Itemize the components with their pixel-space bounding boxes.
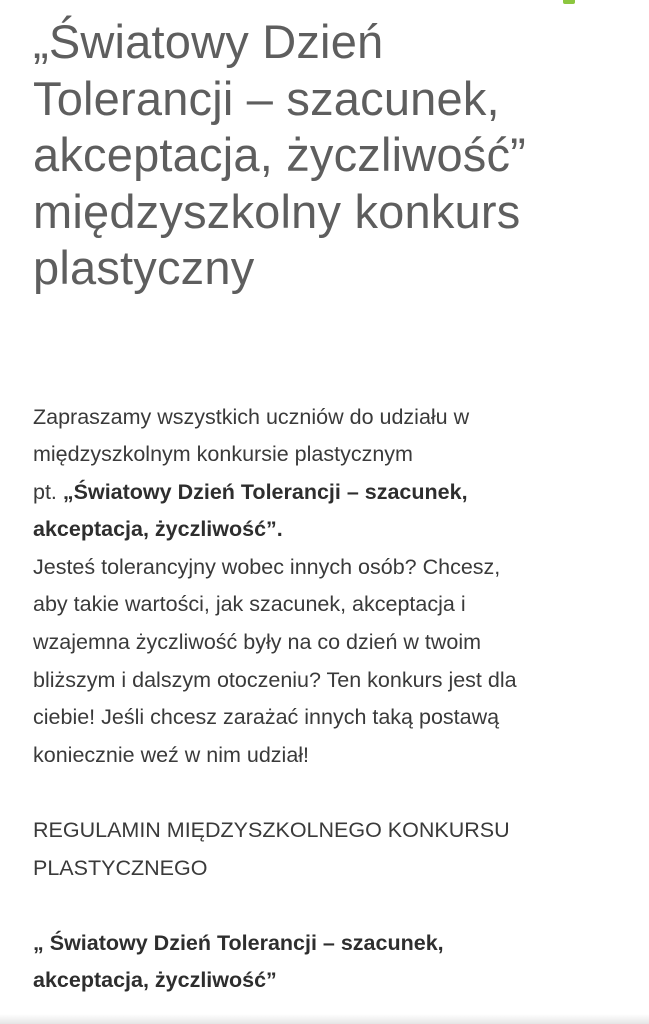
paragraph-line: Jesteś tolerancyjny wobec innych osób? Chcesz, (33, 554, 501, 579)
paragraph-line: ciebie! Jeśli chcesz zarażać innych taką postawą (33, 705, 500, 730)
intro-paragraph (33, 399, 623, 549)
article-title (33, 0, 623, 297)
spacer (33, 774, 623, 812)
contest-name-bold: akceptacja, życzliwość”. (33, 517, 283, 542)
article-content (33, 0, 623, 1000)
intro-line: międzyszkolnym konkursie plastycznym (33, 442, 413, 467)
paragraph-line: bliższym i dalszym otoczeniu? Ten konkurs jest dla (33, 667, 517, 692)
bottom-bar-shadow (0, 1014, 649, 1024)
regulamin-line: REGULAMIN MIĘDZYSZKOLNEGO KONKURSU (33, 818, 510, 843)
spacer (33, 887, 623, 925)
article-body (33, 399, 623, 1001)
regulamin-heading (33, 812, 623, 887)
subtitle-line: akceptacja, życzliwość” (33, 968, 277, 993)
title-line: międzyszkolny konkurs (33, 184, 521, 238)
intro-prefix: pt. (33, 479, 63, 504)
paragraph-line: wzajemna życzliwość były na co dzień w twoim (33, 630, 482, 655)
title-line: akceptacja, życzliwość” (33, 128, 527, 181)
title-line: plastyczny (33, 241, 255, 294)
subtitle-line: „ Światowy Dzień Tolerancji – szacunek, (33, 930, 444, 955)
intro-line: Zapraszamy wszystkich uczniów do udziału w (33, 404, 470, 429)
title-line: Tolerancji – szacunek, (33, 71, 500, 125)
regulamin-line: PLASTYCZNEGO (33, 855, 208, 880)
intro-line (33, 474, 623, 512)
contest-subtitle (33, 925, 623, 1000)
description-paragraph (33, 549, 623, 775)
title-line: „Światowy Dzień (33, 15, 384, 68)
contest-name-bold: „Światowy Dzień Tolerancji – szacunek, (62, 479, 468, 504)
paragraph-line: aby takie wartości, jak szacunek, akceptacja i (33, 592, 466, 617)
paragraph-line: koniecznie weź w nim udział! (33, 742, 310, 767)
